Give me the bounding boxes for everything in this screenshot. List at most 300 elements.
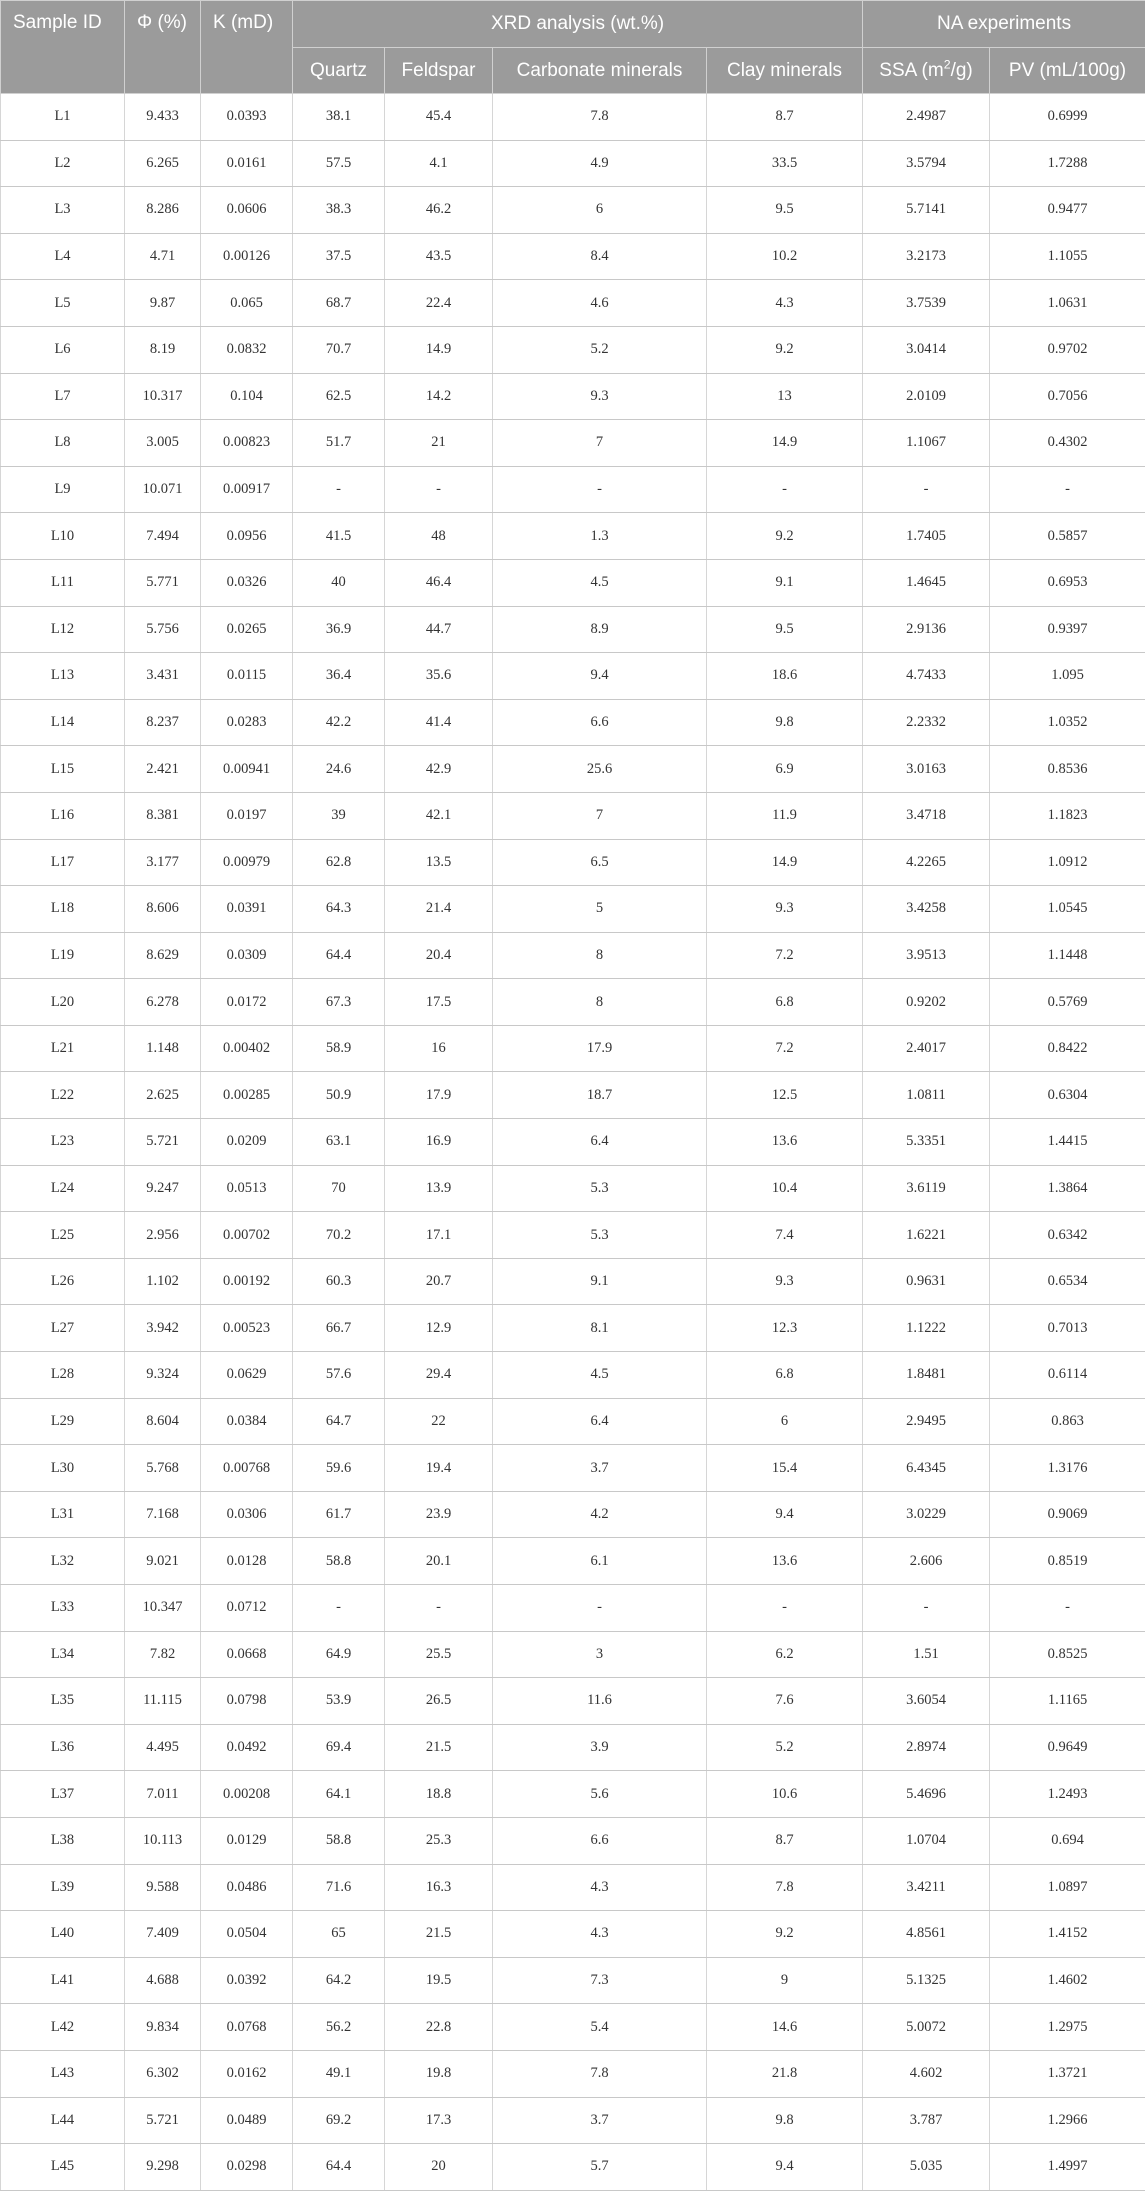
cell-sample-id: L25 — [1, 1212, 125, 1259]
cell-feldspar: 21.5 — [385, 1724, 493, 1771]
cell-permeability: 0.0162 — [201, 2050, 293, 2097]
cell-permeability: 0.0504 — [201, 1911, 293, 1958]
cell-pv: 0.6999 — [990, 94, 1145, 141]
cell-carbonate: 7.8 — [493, 2050, 707, 2097]
cell-feldspar: 46.4 — [385, 559, 493, 606]
cell-permeability: 0.0489 — [201, 2097, 293, 2144]
cell-carbonate: 5 — [493, 886, 707, 933]
table-row — [1, 466, 1145, 513]
table-row — [1, 886, 1145, 933]
cell-pv: 1.2966 — [990, 2097, 1145, 2144]
cell-pv: 1.0912 — [990, 839, 1145, 886]
cell-ssa: 2.4017 — [863, 1025, 990, 1072]
cell-permeability: 0.0326 — [201, 559, 293, 606]
cell-permeability: 0.0309 — [201, 932, 293, 979]
cell-porosity: 8.237 — [125, 699, 201, 746]
cell-pv: 0.9649 — [990, 1724, 1145, 1771]
cell-sample-id: L8 — [1, 420, 125, 467]
cell-clay: 7.2 — [707, 932, 863, 979]
cell-clay: 7.8 — [707, 1864, 863, 1911]
cell-carbonate: 6.1 — [493, 1538, 707, 1585]
cell-clay: 7.4 — [707, 1212, 863, 1259]
table-row — [1, 606, 1145, 653]
cell-clay: 18.6 — [707, 653, 863, 700]
cell-quartz: 66.7 — [293, 1305, 385, 1352]
cell-quartz: 62.5 — [293, 373, 385, 420]
cell-ssa: 4.7433 — [863, 653, 990, 700]
cell-permeability: 0.00941 — [201, 746, 293, 793]
cell-porosity: 11.115 — [125, 1678, 201, 1725]
cell-quartz: 63.1 — [293, 1119, 385, 1166]
cell-feldspar: 20.7 — [385, 1258, 493, 1305]
cell-ssa: 3.2173 — [863, 233, 990, 280]
cell-quartz: 69.2 — [293, 2097, 385, 2144]
cell-quartz: 64.7 — [293, 1398, 385, 1445]
cell-sample-id: L33 — [1, 1585, 125, 1632]
cell-quartz: 62.8 — [293, 839, 385, 886]
cell-quartz: 40 — [293, 559, 385, 606]
header-permeability: K (mD) — [201, 1, 293, 94]
cell-quartz: 53.9 — [293, 1678, 385, 1725]
cell-permeability: 0.00702 — [201, 1212, 293, 1259]
cell-feldspar: 14.2 — [385, 373, 493, 420]
cell-carbonate: 7.3 — [493, 1957, 707, 2004]
cell-carbonate: 8.9 — [493, 606, 707, 653]
table-row — [1, 1025, 1145, 1072]
table-row — [1, 1631, 1145, 1678]
cell-pv: 0.9477 — [990, 187, 1145, 234]
cell-ssa: 2.9495 — [863, 1398, 990, 1445]
cell-ssa: 2.9136 — [863, 606, 990, 653]
cell-permeability: 0.00208 — [201, 1771, 293, 1818]
cell-clay: 4.3 — [707, 280, 863, 327]
cell-quartz: 64.4 — [293, 2144, 385, 2191]
cell-porosity: 2.421 — [125, 746, 201, 793]
cell-feldspar: 19.8 — [385, 2050, 493, 2097]
cell-carbonate: 11.6 — [493, 1678, 707, 1725]
cell-porosity: 9.834 — [125, 2004, 201, 2051]
table-row — [1, 1212, 1145, 1259]
cell-porosity: 9.87 — [125, 280, 201, 327]
cell-carbonate: 4.2 — [493, 1491, 707, 1538]
header-ssa-pre: SSA (m — [879, 60, 943, 81]
cell-permeability: 0.00917 — [201, 466, 293, 513]
cell-clay: 9.2 — [707, 513, 863, 560]
cell-quartz: 58.8 — [293, 1817, 385, 1864]
cell-carbonate: 4.6 — [493, 280, 707, 327]
cell-feldspar: 19.5 — [385, 1957, 493, 2004]
cell-sample-id: L2 — [1, 140, 125, 187]
cell-carbonate: 8.1 — [493, 1305, 707, 1352]
cell-pv: - — [990, 466, 1145, 513]
header-feldspar: Feldspar — [385, 48, 493, 94]
cell-clay: 14.9 — [707, 839, 863, 886]
cell-clay: 10.6 — [707, 1771, 863, 1818]
table-row — [1, 280, 1145, 327]
cell-ssa: 5.4696 — [863, 1771, 990, 1818]
cell-sample-id: L34 — [1, 1631, 125, 1678]
cell-quartz: 38.3 — [293, 187, 385, 234]
header-ssa-sup: 2 — [944, 57, 951, 71]
cell-feldspar: 46.2 — [385, 187, 493, 234]
cell-permeability: 0.0668 — [201, 1631, 293, 1678]
cell-feldspar: 29.4 — [385, 1352, 493, 1399]
cell-sample-id: L7 — [1, 373, 125, 420]
cell-clay: 6 — [707, 1398, 863, 1445]
cell-sample-id: L43 — [1, 2050, 125, 2097]
cell-feldspar: 14.9 — [385, 326, 493, 373]
cell-pv: 0.8536 — [990, 746, 1145, 793]
cell-carbonate: 3 — [493, 1631, 707, 1678]
cell-porosity: 6.278 — [125, 979, 201, 1026]
cell-ssa: 3.4211 — [863, 1864, 990, 1911]
cell-porosity: 7.409 — [125, 1911, 201, 1958]
cell-porosity: 6.265 — [125, 140, 201, 187]
cell-porosity: 6.302 — [125, 2050, 201, 2097]
cell-permeability: 0.00979 — [201, 839, 293, 886]
cell-sample-id: L10 — [1, 513, 125, 560]
table-row — [1, 1398, 1145, 1445]
cell-pv: 1.3864 — [990, 1165, 1145, 1212]
cell-porosity: 3.177 — [125, 839, 201, 886]
cell-porosity: 9.298 — [125, 2144, 201, 2191]
table-row — [1, 746, 1145, 793]
cell-feldspar: 45.4 — [385, 94, 493, 141]
cell-quartz: 58.8 — [293, 1538, 385, 1585]
table-row — [1, 1911, 1145, 1958]
cell-pv: 1.1448 — [990, 932, 1145, 979]
cell-porosity: 5.756 — [125, 606, 201, 653]
cell-permeability: 0.104 — [201, 373, 293, 420]
cell-sample-id: L32 — [1, 1538, 125, 1585]
cell-carbonate: 4.9 — [493, 140, 707, 187]
cell-carbonate: 6.5 — [493, 839, 707, 886]
cell-permeability: 0.00523 — [201, 1305, 293, 1352]
cell-permeability: 0.0832 — [201, 326, 293, 373]
cell-porosity: 8.629 — [125, 932, 201, 979]
cell-carbonate: 1.3 — [493, 513, 707, 560]
cell-pv: 1.2493 — [990, 1771, 1145, 1818]
cell-clay: 9.8 — [707, 699, 863, 746]
cell-porosity: 9.588 — [125, 1864, 201, 1911]
cell-carbonate: 5.2 — [493, 326, 707, 373]
cell-clay: 8.7 — [707, 94, 863, 141]
cell-quartz: 37.5 — [293, 233, 385, 280]
cell-ssa: 3.6054 — [863, 1678, 990, 1725]
cell-feldspar: 44.7 — [385, 606, 493, 653]
cell-ssa: 1.51 — [863, 1631, 990, 1678]
cell-permeability: 0.00126 — [201, 233, 293, 280]
cell-quartz: 67.3 — [293, 979, 385, 1026]
cell-quartz: 42.2 — [293, 699, 385, 746]
cell-pv: 0.9069 — [990, 1491, 1145, 1538]
cell-ssa: 1.1222 — [863, 1305, 990, 1352]
cell-ssa: 5.3351 — [863, 1119, 990, 1166]
table-row — [1, 1585, 1145, 1632]
cell-clay: - — [707, 1585, 863, 1632]
table-row — [1, 2050, 1145, 2097]
cell-ssa: 3.6119 — [863, 1165, 990, 1212]
cell-feldspar: 17.3 — [385, 2097, 493, 2144]
cell-pv: 1.095 — [990, 653, 1145, 700]
cell-permeability: 0.0161 — [201, 140, 293, 187]
cell-pv: 0.5769 — [990, 979, 1145, 1026]
cell-ssa: 4.2265 — [863, 839, 990, 886]
cell-feldspar: 26.5 — [385, 1678, 493, 1725]
cell-porosity: 8.381 — [125, 792, 201, 839]
table-row — [1, 699, 1145, 746]
cell-pv: 1.4997 — [990, 2144, 1145, 2191]
cell-carbonate: 6.4 — [493, 1119, 707, 1166]
cell-porosity: 9.324 — [125, 1352, 201, 1399]
cell-porosity: 3.942 — [125, 1305, 201, 1352]
cell-carbonate: 9.1 — [493, 1258, 707, 1305]
table-row — [1, 1864, 1145, 1911]
table-row — [1, 792, 1145, 839]
cell-permeability: 0.0115 — [201, 653, 293, 700]
table-row — [1, 140, 1145, 187]
cell-sample-id: L20 — [1, 979, 125, 1026]
cell-sample-id: L36 — [1, 1724, 125, 1771]
cell-ssa: 1.7405 — [863, 513, 990, 560]
cell-carbonate: 25.6 — [493, 746, 707, 793]
cell-porosity: 5.721 — [125, 1119, 201, 1166]
cell-pv: 1.1823 — [990, 792, 1145, 839]
cell-quartz: 64.1 — [293, 1771, 385, 1818]
cell-porosity: 8.606 — [125, 886, 201, 933]
cell-feldspar: 16.9 — [385, 1119, 493, 1166]
cell-porosity: 5.771 — [125, 559, 201, 606]
cell-permeability: 0.0768 — [201, 2004, 293, 2051]
header-porosity: Φ (%) — [125, 1, 201, 94]
cell-feldspar: 18.8 — [385, 1771, 493, 1818]
cell-carbonate: 5.4 — [493, 2004, 707, 2051]
cell-feldspar: 42.1 — [385, 792, 493, 839]
table-header — [1, 1, 1145, 94]
cell-feldspar: - — [385, 1585, 493, 1632]
cell-pv: 1.4415 — [990, 1119, 1145, 1166]
cell-permeability: 0.0712 — [201, 1585, 293, 1632]
cell-pv: 0.863 — [990, 1398, 1145, 1445]
cell-clay: 9.3 — [707, 1258, 863, 1305]
table-row — [1, 1305, 1145, 1352]
cell-carbonate: 7 — [493, 420, 707, 467]
cell-carbonate: 17.9 — [493, 1025, 707, 1072]
cell-feldspar: 17.9 — [385, 1072, 493, 1119]
cell-clay: 9.8 — [707, 2097, 863, 2144]
cell-carbonate: 9.4 — [493, 653, 707, 700]
table-row — [1, 979, 1145, 1026]
cell-quartz: 64.3 — [293, 886, 385, 933]
cell-feldspar: 16.3 — [385, 1864, 493, 1911]
cell-feldspar: 13.9 — [385, 1165, 493, 1212]
cell-porosity: 9.247 — [125, 1165, 201, 1212]
cell-clay: 33.5 — [707, 140, 863, 187]
cell-clay: 9.5 — [707, 606, 863, 653]
cell-sample-id: L31 — [1, 1491, 125, 1538]
cell-sample-id: L29 — [1, 1398, 125, 1445]
cell-sample-id: L3 — [1, 187, 125, 234]
cell-carbonate: 8.4 — [493, 233, 707, 280]
cell-pv: 0.9702 — [990, 326, 1145, 373]
cell-clay: 9.3 — [707, 886, 863, 933]
table-row — [1, 1491, 1145, 1538]
table-row — [1, 187, 1145, 234]
cell-pv: 1.1055 — [990, 233, 1145, 280]
cell-feldspar: 12.9 — [385, 1305, 493, 1352]
table-row — [1, 1678, 1145, 1725]
cell-porosity: 2.956 — [125, 1212, 201, 1259]
cell-ssa: 2.606 — [863, 1538, 990, 1585]
cell-ssa: 5.0072 — [863, 2004, 990, 2051]
cell-porosity: 5.721 — [125, 2097, 201, 2144]
cell-quartz: 70 — [293, 1165, 385, 1212]
table-row — [1, 1724, 1145, 1771]
cell-ssa: 2.8974 — [863, 1724, 990, 1771]
cell-sample-id: L45 — [1, 2144, 125, 2191]
cell-carbonate: 6.6 — [493, 1817, 707, 1864]
cell-clay: 6.8 — [707, 979, 863, 1026]
cell-ssa: 3.787 — [863, 2097, 990, 2144]
cell-ssa: 2.0109 — [863, 373, 990, 420]
cell-quartz: 64.9 — [293, 1631, 385, 1678]
cell-feldspar: 25.5 — [385, 1631, 493, 1678]
cell-clay: 8.7 — [707, 1817, 863, 1864]
cell-pv: 1.4602 — [990, 1957, 1145, 2004]
cell-porosity: 8.19 — [125, 326, 201, 373]
cell-sample-id: L30 — [1, 1445, 125, 1492]
table-row — [1, 1258, 1145, 1305]
cell-feldspar: 19.4 — [385, 1445, 493, 1492]
cell-clay: 9.2 — [707, 1911, 863, 1958]
cell-clay: 10.2 — [707, 233, 863, 280]
cell-ssa: 1.4645 — [863, 559, 990, 606]
cell-porosity: 7.82 — [125, 1631, 201, 1678]
cell-feldspar: 21 — [385, 420, 493, 467]
cell-carbonate: 9.3 — [493, 373, 707, 420]
header-carbonate: Carbonate minerals — [493, 48, 707, 94]
table-row — [1, 1538, 1145, 1585]
table-row — [1, 1817, 1145, 1864]
cell-ssa: 2.2332 — [863, 699, 990, 746]
table-row — [1, 2004, 1145, 2051]
cell-sample-id: L22 — [1, 1072, 125, 1119]
cell-feldspar: 48 — [385, 513, 493, 560]
cell-pv: 1.7288 — [990, 140, 1145, 187]
cell-pv: 1.0631 — [990, 280, 1145, 327]
cell-quartz: 69.4 — [293, 1724, 385, 1771]
cell-sample-id: L12 — [1, 606, 125, 653]
cell-quartz: 64.2 — [293, 1957, 385, 2004]
header-quartz: Quartz — [293, 48, 385, 94]
table-row — [1, 2144, 1145, 2191]
cell-porosity: 7.168 — [125, 1491, 201, 1538]
cell-quartz: 65 — [293, 1911, 385, 1958]
cell-ssa: 3.4258 — [863, 886, 990, 933]
cell-carbonate: 8 — [493, 932, 707, 979]
cell-porosity: 1.148 — [125, 1025, 201, 1072]
cell-carbonate: - — [493, 466, 707, 513]
cell-clay: 7.2 — [707, 1025, 863, 1072]
cell-feldspar: 23.9 — [385, 1491, 493, 1538]
table-row — [1, 233, 1145, 280]
cell-sample-id: L39 — [1, 1864, 125, 1911]
cell-permeability: 0.0384 — [201, 1398, 293, 1445]
cell-sample-id: L15 — [1, 746, 125, 793]
cell-permeability: 0.0492 — [201, 1724, 293, 1771]
cell-pv: 0.8422 — [990, 1025, 1145, 1072]
cell-sample-id: L13 — [1, 653, 125, 700]
cell-permeability: 0.0391 — [201, 886, 293, 933]
cell-permeability: 0.00285 — [201, 1072, 293, 1119]
cell-permeability: 0.00192 — [201, 1258, 293, 1305]
header-clay: Clay minerals — [707, 48, 863, 94]
cell-ssa: 3.4718 — [863, 792, 990, 839]
cell-pv: 1.0545 — [990, 886, 1145, 933]
cell-ssa: 1.0704 — [863, 1817, 990, 1864]
cell-feldspar: 22.4 — [385, 280, 493, 327]
cell-permeability: 0.0265 — [201, 606, 293, 653]
cell-clay: 14.9 — [707, 420, 863, 467]
cell-sample-id: L24 — [1, 1165, 125, 1212]
cell-feldspar: 17.5 — [385, 979, 493, 1026]
cell-ssa: 3.0414 — [863, 326, 990, 373]
cell-clay: 9 — [707, 1957, 863, 2004]
cell-sample-id: L44 — [1, 2097, 125, 2144]
table-row — [1, 1119, 1145, 1166]
cell-feldspar: 4.1 — [385, 140, 493, 187]
cell-quartz: 36.4 — [293, 653, 385, 700]
cell-carbonate: 4.5 — [493, 559, 707, 606]
table-row — [1, 1445, 1145, 1492]
cell-quartz: 60.3 — [293, 1258, 385, 1305]
header-na-group: NA experiments — [863, 1, 1145, 48]
cell-porosity: 3.005 — [125, 420, 201, 467]
cell-quartz: 61.7 — [293, 1491, 385, 1538]
table-row — [1, 2097, 1145, 2144]
cell-ssa: 3.0163 — [863, 746, 990, 793]
cell-quartz: 58.9 — [293, 1025, 385, 1072]
cell-feldspar: 20.1 — [385, 1538, 493, 1585]
cell-permeability: 0.0606 — [201, 187, 293, 234]
cell-ssa: 3.5794 — [863, 140, 990, 187]
cell-ssa: 5.1325 — [863, 1957, 990, 2004]
cell-feldspar: 16 — [385, 1025, 493, 1072]
cell-quartz: 71.6 — [293, 1864, 385, 1911]
cell-quartz: 70.7 — [293, 326, 385, 373]
cell-permeability: 0.0393 — [201, 94, 293, 141]
cell-sample-id: L5 — [1, 280, 125, 327]
cell-quartz: - — [293, 1585, 385, 1632]
cell-ssa: - — [863, 1585, 990, 1632]
cell-porosity: 10.317 — [125, 373, 201, 420]
header-ssa-post: /g) — [951, 60, 973, 81]
cell-carbonate: 6.4 — [493, 1398, 707, 1445]
cell-porosity: 9.433 — [125, 94, 201, 141]
cell-porosity: 4.495 — [125, 1724, 201, 1771]
header-ssa — [863, 48, 990, 94]
cell-pv: 0.9397 — [990, 606, 1145, 653]
cell-permeability: 0.0956 — [201, 513, 293, 560]
cell-carbonate: 8 — [493, 979, 707, 1026]
cell-sample-id: L1 — [1, 94, 125, 141]
cell-clay: 13.6 — [707, 1538, 863, 1585]
cell-pv: 1.0897 — [990, 1864, 1145, 1911]
cell-clay: 6.8 — [707, 1352, 863, 1399]
cell-porosity: 8.286 — [125, 187, 201, 234]
cell-pv: 0.5857 — [990, 513, 1145, 560]
cell-permeability: 0.0197 — [201, 792, 293, 839]
